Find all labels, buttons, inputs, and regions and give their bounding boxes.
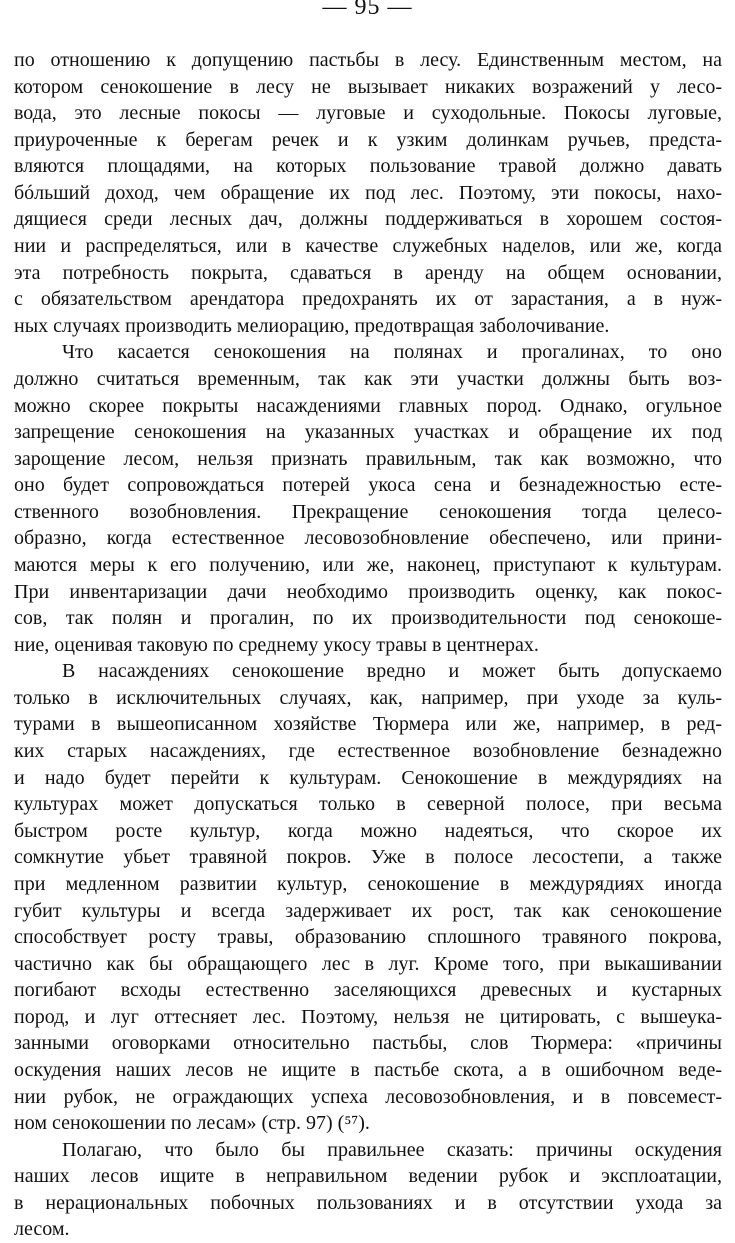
text-line: и надо будет перейти к культурам. Сенокошение в междурядиях на — [14, 766, 722, 789]
text-line: ном сенокошении по лесам» (стр. 97) (⁵⁷). — [14, 1112, 370, 1135]
text-line: частично как бы обращающего лес в луг. Кроме того, при выкашивании — [14, 952, 722, 975]
text-line: погибают всходы естественно заселяющихся древесных и кустарных — [14, 979, 722, 1002]
paragraph-1 — [14, 47, 722, 339]
text-line: по отношению к допущению пастьбы в лесу. Единственным местом, на — [14, 49, 722, 71]
text-line: зарощение лесом, нельзя признать правильным, так как возможно, что — [14, 447, 722, 470]
text-line: оно будет сопровождаться потерей укоса сена и безнадежностью есте- — [14, 474, 722, 497]
text-line: ние, оценивая таковую по среднему укосу травы в центнерах. — [14, 633, 539, 656]
text-line: нии и распределяться, или в качестве служебных наделов, или же, когда — [14, 235, 722, 258]
text-line: ких старых насаждениях, где естественное возобновление безнадежно — [14, 740, 722, 763]
text-line: вляются площадями, на которых пользование травой должно давать — [14, 155, 722, 178]
text-line: наших лесов ищите в неправильном ведении рубок и эксплоатации, — [14, 1165, 722, 1188]
text-line: в нерациональных побочных пользованиях и в отсутствии ухода за — [14, 1191, 722, 1214]
text-line: приуроченные к берегам речек и к узким долинкам ручьев, предста- — [14, 128, 722, 151]
text-line: эта потребность покрыта, сдаваться в аренду на общем основании, — [14, 261, 722, 284]
text-line: только в исключительных случаях, как, например, при уходе за куль- — [14, 686, 722, 709]
text-line: дящиеся среди лесных дач, должны поддерживаться в хорошем состоя- — [14, 208, 722, 231]
text-line: Что касается сенокошения на полянах и прогалинах, то оно — [62, 341, 722, 364]
paragraph-3 — [14, 658, 722, 1136]
paragraph-4 — [14, 1137, 722, 1243]
paragraph-2 — [14, 339, 722, 658]
text-line: котором сенокошение в лесу не вызывает никаких возражений у лесо- — [14, 75, 722, 98]
text-line: при медленном развитии культур, сенокошение в междурядиях иногда — [14, 872, 722, 895]
text-line: ственного возобновления. Прекращение сенокошения тогда целесо- — [14, 500, 722, 523]
text-line: В насаждениях сенокошение вредно и может быть допускаемо — [62, 660, 722, 683]
text-line: занными оговорками относительно пастьбы, слов Тюрмера: «причины — [14, 1032, 722, 1055]
text-line: оскудения наших лесов не ищите в пастьбе скота, а в ошибочном веде- — [14, 1058, 722, 1081]
text-line: вода, это лесные покосы — луговые и суходольные. Покосы луговые, — [14, 102, 722, 125]
body-text — [14, 47, 722, 1243]
text-line: способствует росту травы, образованию сплошного травяного покрова, — [14, 926, 722, 949]
text-line: ных случаях производить мелиорацию, предотвращая заболочивание. — [14, 314, 610, 337]
text-line: сомкнутие убьет травяной покров. Уже в полосе лесостепи, а также — [14, 846, 722, 869]
text-line: культурах может допускаться только в северной полосе, при весьма — [14, 793, 722, 816]
text-line: быстром росте культур, когда можно надеяться, что скорое их — [14, 819, 722, 842]
text-line: сов, так полян и прогалин, по их производительности под сенокоше- — [14, 607, 722, 630]
text-line: Полагаю, что было бы правильнее сказать: причины оскудения — [62, 1138, 722, 1161]
text-line: маются меры к его получению, или же, наконец, приступают к культурам. — [14, 553, 722, 576]
text-line: должно считаться временным, так как эти участки должны быть воз- — [14, 367, 722, 390]
text-line: губит культуры и всегда задерживает их рост, так как сенокошение — [14, 899, 722, 922]
text-line: образно, когда естественное лесовозобновление обеспечено, или прини- — [14, 527, 722, 550]
text-line: турами в вышеописанном хозяйстве Тюрмера или же, например, в ред- — [14, 713, 722, 736]
text-line: бóльший доход, чем обращение их под лес. Поэтому, эти покосы, нахо- — [14, 181, 722, 204]
page-number: — 95 — — [322, 0, 413, 20]
text-line: можно скорее покрыты насаждениями главных пород. Однако, огульное — [14, 394, 722, 417]
text-line: с обязательством арендатора предохранять их от зарастания, а в нуж- — [14, 288, 722, 311]
text-line: При инвентаризации дачи необходимо производить оценку, как покос- — [14, 580, 722, 603]
text-line: нии рубок, не ограждающих успеха лесовозобновления, и в повсемест- — [14, 1085, 722, 1108]
text-line: запрещение сенокошения на указанных участках и обращение их под — [14, 421, 722, 444]
text-line: пород, и луг оттесняет лес. Поэтому, нельзя не цитировать, с вышеука- — [14, 1005, 722, 1028]
text-line: лесом. — [14, 1218, 70, 1241]
